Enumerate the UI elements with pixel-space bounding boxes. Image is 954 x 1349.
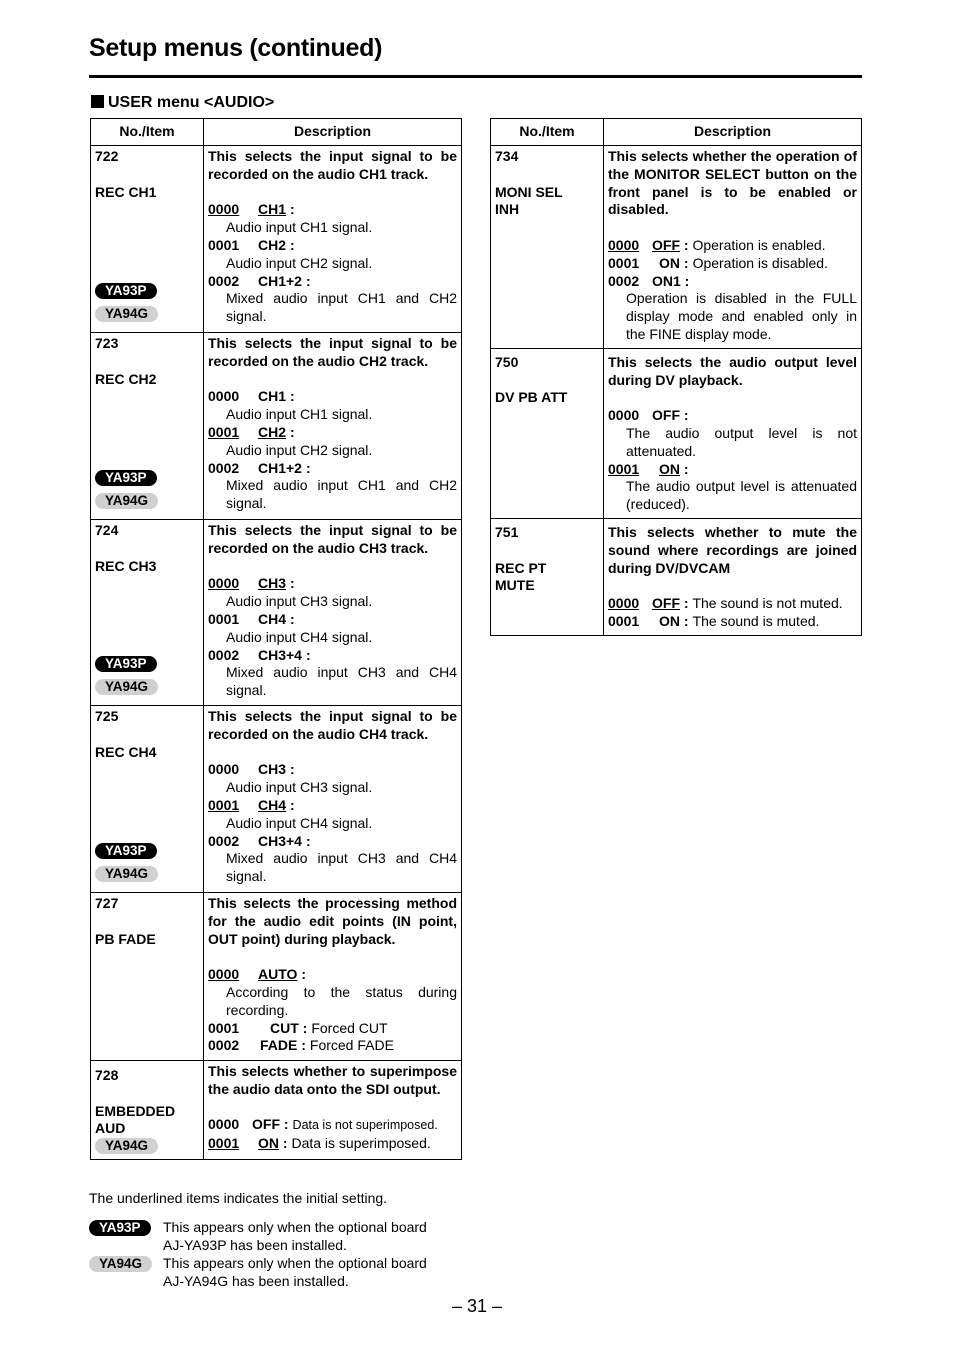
option-detail: Mixed audio input CH1 and CH2 signal. — [226, 477, 457, 512]
option-code: 0000 — [208, 388, 240, 405]
item-name: DV PB ATT — [495, 389, 568, 406]
item-name: PB FADE — [95, 930, 156, 947]
header-no-item: No./Item — [491, 119, 604, 146]
option-text: Forced FADE — [309, 1037, 394, 1054]
description-intro: This selects whether the operation of the MONITOR SELECT button on the front panel is to be enabled or disabled. — [608, 148, 857, 218]
option-code: 0000 — [608, 236, 640, 253]
option-code: 0001 — [608, 254, 640, 271]
table-row — [91, 520, 462, 706]
option-line: 0000 CH3 : — [208, 575, 295, 592]
audio-menu-table-left — [90, 118, 462, 1160]
item-number: 724 — [95, 522, 119, 538]
description-cell — [204, 520, 462, 706]
item-number: 723 — [95, 335, 119, 351]
option-detail: Mixed audio input CH3 and CH4 signal. — [226, 850, 457, 885]
option-detail: Audio input CH4 signal. — [226, 628, 373, 645]
item-number: 751 — [495, 523, 519, 540]
section-title: USER menu <AUDIO> — [108, 94, 275, 111]
option-code: 0001 — [208, 423, 240, 440]
option-code: 0000 — [208, 201, 240, 218]
badge-ya94g: YA94G — [95, 1138, 158, 1154]
option-name: CH3 — [258, 575, 287, 592]
table-row — [91, 1061, 462, 1160]
option-line: 0002 CH3+4 : — [208, 646, 311, 663]
option-line: 0001 CH4 : — [208, 610, 295, 627]
option-detail: Audio input CH1 signal. — [226, 219, 373, 236]
legend-text: This appears only when the optional board — [163, 1255, 427, 1271]
option-name: ON1 : — [652, 272, 690, 289]
option-name: CH1 — [258, 388, 287, 405]
header-description: Description — [604, 119, 862, 146]
option-text: The sound is not muted. — [692, 595, 843, 612]
square-bullet-icon — [91, 95, 104, 108]
item-name: EMBEDDED — [95, 1102, 176, 1119]
option-code: 0001 — [208, 236, 240, 253]
option-line — [608, 407, 857, 425]
item-cell — [91, 146, 204, 333]
option-code: 0000 — [608, 407, 640, 424]
option-code: 0000 — [208, 966, 240, 983]
option-code: 0001 — [608, 612, 640, 629]
description-intro: This selects the input signal to be recorded on the audio CH3 track. — [208, 522, 457, 556]
option-badges — [95, 469, 158, 515]
option-code: 0001 — [608, 460, 640, 477]
item-cell — [491, 146, 604, 349]
option-name: OFF : — [652, 407, 689, 424]
option-code: 0000 — [608, 595, 640, 612]
option-name: CH1+2 — [258, 459, 302, 476]
badge-ya94g: YA94G — [95, 306, 158, 322]
option-text: The sound is muted. — [692, 612, 820, 629]
option-line — [208, 1037, 457, 1055]
option-code: 0001 — [208, 610, 240, 627]
item-cell — [91, 333, 204, 520]
option-code: 0000 — [208, 1116, 240, 1133]
option-name: CH3+4 — [258, 832, 302, 849]
option-line: 0000 CH1 : — [208, 201, 295, 218]
description-cell — [204, 333, 462, 520]
item-name: REC PT — [495, 559, 547, 576]
table-row — [491, 146, 862, 349]
badge-ya93p: YA93P — [89, 1220, 151, 1236]
table-row — [91, 146, 462, 333]
section-heading — [91, 94, 274, 112]
badge-ya93p: YA93P — [95, 283, 157, 299]
option-detail: Audio input CH4 signal. — [226, 814, 373, 831]
description-cell — [604, 518, 862, 635]
option-line: 0001 CH2 : — [208, 423, 295, 440]
option-code: 0000 — [208, 575, 240, 592]
option-code: 0002 — [608, 272, 640, 289]
header-description: Description — [204, 119, 462, 146]
table-row — [491, 348, 862, 518]
item-name: REC CH4 — [95, 743, 157, 760]
option-name: CUT : — [270, 1019, 308, 1036]
option-name: ON — [659, 460, 680, 477]
option-name: OFF — [652, 236, 680, 253]
option-detail: Audio input CH1 signal. — [226, 406, 373, 423]
option-name: ON — [258, 1135, 279, 1152]
description-intro: This selects the input signal to be recorded on the audio CH4 track. — [208, 708, 457, 742]
item-cell — [91, 893, 204, 1061]
item-name-line2: INH — [495, 201, 520, 218]
option-code: 0000 — [208, 761, 240, 778]
option-name: CH1 — [258, 201, 287, 218]
option-line — [608, 613, 857, 631]
option-line: 0001 ON : — [608, 460, 689, 477]
description-intro: This selects the input signal to be recorded on the audio CH1 track. — [208, 148, 457, 182]
title-rule — [89, 75, 862, 78]
option-code: 0001 — [208, 1019, 240, 1036]
item-name-line2: AUD — [95, 1120, 126, 1137]
option-line: 0002 CH1+2 : — [208, 272, 311, 289]
option-line: 0000 OFF : Operation is enabled. — [608, 236, 826, 253]
badge-ya93p: YA93P — [95, 843, 157, 859]
item-number: 725 — [95, 708, 119, 724]
description-cell — [204, 893, 462, 1061]
option-line: 0000 CH3 : — [208, 761, 295, 778]
legend-ya94g — [89, 1255, 427, 1290]
badge-ya94g: YA94G — [89, 1256, 152, 1272]
description-intro: This selects the audio output level during DV playback. — [608, 353, 857, 388]
option-text: Operation is disabled. — [692, 254, 828, 271]
header-no-item: No./Item — [91, 119, 204, 146]
option-line — [208, 1116, 457, 1135]
item-cell — [91, 520, 204, 706]
audio-menu-table-right — [490, 118, 862, 636]
option-name: CH3 — [258, 761, 287, 778]
item-name-line2: MUTE — [495, 577, 535, 594]
option-detail: Audio input CH3 signal. — [226, 593, 373, 610]
item-cell — [91, 706, 204, 893]
option-line: 0000 AUTO : — [208, 966, 307, 983]
table-header — [91, 119, 462, 146]
description-intro: This selects the processing method for the audio edit points (IN point, OUT point) during playback. — [208, 895, 457, 947]
option-code: 0002 — [208, 459, 240, 476]
option-line — [608, 255, 857, 273]
option-detail: The audio output level is not attenuated. — [626, 424, 857, 459]
option-code: 0002 — [208, 832, 240, 849]
badge-ya94g: YA94G — [95, 493, 158, 509]
option-code: 0001 — [208, 1135, 240, 1152]
table-row — [91, 706, 462, 893]
option-detail: Audio input CH2 signal. — [226, 441, 373, 458]
option-name: ON : — [659, 254, 689, 271]
badge-ya93p: YA93P — [95, 470, 157, 486]
option-name: OFF — [652, 595, 680, 612]
option-name: AUTO — [258, 966, 298, 983]
option-text: Data is superimposed. — [291, 1135, 431, 1152]
option-text: Forced CUT — [311, 1019, 388, 1036]
item-name: REC CH2 — [95, 370, 157, 387]
option-text: Data is not superimposed. — [292, 1118, 438, 1133]
option-badges — [95, 655, 158, 701]
option-name: FADE : — [260, 1037, 306, 1054]
page-number: – 31 – — [451, 1296, 503, 1316]
badge-ya93p: YA93P — [95, 656, 157, 672]
item-number: 728 — [95, 1067, 119, 1083]
item-number: 722 — [95, 148, 119, 164]
option-code: 0002 — [208, 1037, 240, 1054]
table-row — [91, 893, 462, 1061]
item-name: REC CH3 — [95, 557, 157, 574]
badge-ya94g: YA94G — [95, 679, 158, 695]
option-line: 0001 CH4 : — [208, 796, 295, 813]
item-number: 727 — [95, 895, 119, 911]
legend-ya93p — [89, 1219, 427, 1254]
option-name: CH2 — [258, 423, 287, 440]
page-title: Setup menus (continued) — [89, 34, 383, 62]
description-cell — [604, 348, 862, 518]
option-code: 0002 — [208, 272, 240, 289]
option-name: CH1+2 — [258, 272, 302, 289]
table-row — [91, 333, 462, 520]
description-cell — [204, 1061, 462, 1160]
item-name: MONI SEL — [495, 183, 563, 200]
option-name: CH4 — [258, 610, 287, 627]
option-line: 0001 CH2 : — [208, 236, 295, 253]
description-intro: This selects whether to mute the sound where recordings are joined during DV/DVCAM — [608, 523, 857, 576]
option-detail: Mixed audio input CH3 and CH4 signal. — [226, 664, 457, 699]
description-cell — [604, 146, 862, 349]
item-cell — [491, 518, 604, 635]
option-name: CH2 — [258, 236, 287, 253]
option-detail: According to the status during recording. — [226, 983, 457, 1018]
option-line: 0000 OFF : The sound is not muted. — [608, 595, 843, 612]
option-line — [608, 273, 857, 291]
option-detail: The audio output level is attenuated (reduced). — [626, 478, 857, 513]
option-name: OFF : — [252, 1116, 289, 1133]
item-cell — [491, 348, 604, 518]
item-number: 750 — [495, 353, 519, 370]
option-detail: Operation is disabled in the FULL display mode and enabled only in the FINE display mode. — [626, 290, 857, 342]
option-line: 0002 CH3+4 : — [208, 832, 311, 849]
option-badges — [95, 282, 158, 328]
description-intro: This selects the input signal to be recorded on the audio CH2 track. — [208, 335, 457, 369]
legend-text: AJ-YA94G has been installed. — [163, 1272, 349, 1289]
table-row — [491, 518, 862, 635]
option-detail: Mixed audio input CH1 and CH2 signal. — [226, 290, 457, 325]
option-badges — [95, 842, 158, 888]
option-text: Operation is enabled. — [692, 236, 826, 253]
legend-text: This appears only when the optional board — [163, 1219, 427, 1235]
description-intro: This selects whether to superimpose the audio data onto the SDI output. — [208, 1063, 457, 1097]
option-line — [208, 1020, 457, 1038]
legend-text: AJ-YA93P has been installed. — [163, 1236, 347, 1253]
option-line: 0000 CH1 : — [208, 388, 295, 405]
option-line: 0001 ON : Data is superimposed. — [208, 1135, 431, 1152]
initial-setting-note: The underlined items indicates the initial setting. — [89, 1190, 388, 1206]
item-number: 734 — [495, 148, 519, 164]
option-name: ON : — [659, 612, 689, 629]
option-detail: Audio input CH2 signal. — [226, 254, 373, 271]
item-cell — [91, 1061, 204, 1160]
option-line: 0002 CH1+2 : — [208, 459, 311, 476]
option-code: 0001 — [208, 796, 240, 813]
option-name: CH3+4 — [258, 646, 302, 663]
option-detail: Audio input CH3 signal. — [226, 779, 373, 796]
table-header — [491, 119, 862, 146]
option-code: 0002 — [208, 646, 240, 663]
item-name: REC CH1 — [95, 183, 157, 200]
description-cell — [204, 706, 462, 893]
badge-ya94g: YA94G — [95, 866, 158, 882]
description-cell — [204, 146, 462, 333]
option-name: CH4 — [258, 796, 287, 813]
